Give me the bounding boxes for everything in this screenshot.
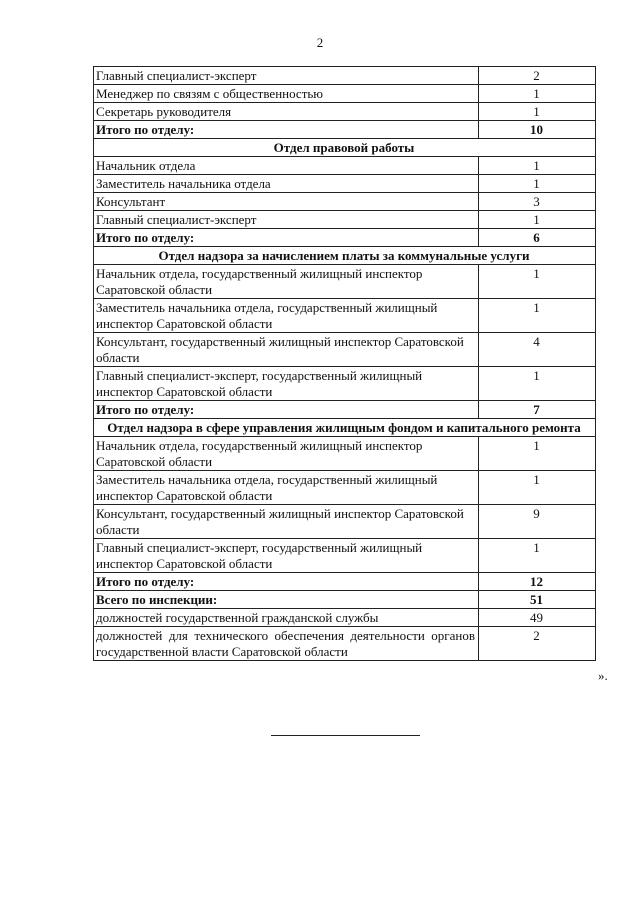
department-total-row (94, 229, 596, 247)
position-title: Начальник отдела (94, 157, 479, 175)
position-row (94, 627, 596, 661)
position-title: Заместитель начальника отдела (94, 175, 479, 193)
position-row (94, 505, 596, 539)
position-title: Заместитель начальника отдела, государственный жилищный инспектор Саратовской области (94, 299, 479, 333)
department-header-row (94, 139, 596, 157)
department-total-row (94, 573, 596, 591)
staffing-table (93, 66, 596, 661)
position-row (94, 471, 596, 505)
total-label: Итого по отделу: (94, 229, 479, 247)
closing-quote: ». (598, 668, 608, 683)
position-title: Главный специалист-эксперт, государственный жилищный инспектор Саратовской области (94, 367, 479, 401)
total-label: Всего по инспекции: (94, 591, 479, 609)
position-count: 1 (479, 175, 596, 193)
position-row (94, 299, 596, 333)
position-count: 1 (479, 157, 596, 175)
total-label: Итого по отделу: (94, 121, 479, 139)
grand-total-row (94, 591, 596, 609)
total-count: 12 (479, 573, 596, 591)
total-count: 6 (479, 229, 596, 247)
position-title: Главный специалист-эксперт (94, 67, 479, 85)
position-count: 1 (479, 299, 596, 333)
department-name: Отдел надзора за начислением платы за коммунальные услуги (94, 247, 596, 265)
position-row (94, 437, 596, 471)
position-title: Менеджер по связям с общественностью (94, 85, 479, 103)
position-count: 1 (479, 539, 596, 573)
position-row (94, 175, 596, 193)
page-number: 2 (316, 35, 324, 50)
position-count: 9 (479, 505, 596, 539)
department-name: Отдел надзора в сфере управления жилищным фондом и капитального ремонта (94, 419, 596, 437)
total-label: Итого по отделу: (94, 401, 479, 419)
position-title: Консультант (94, 193, 479, 211)
position-row (94, 193, 596, 211)
position-title: Заместитель начальника отдела, государственный жилищный инспектор Саратовской области (94, 471, 479, 505)
position-row (94, 367, 596, 401)
position-count: 1 (479, 85, 596, 103)
total-label: Итого по отделу: (94, 573, 479, 591)
position-count: 4 (479, 333, 596, 367)
position-title: Начальник отдела, государственный жилищный инспектор Саратовской области (94, 265, 479, 299)
total-count: 51 (479, 591, 596, 609)
position-title: должностей для технического обеспечения деятельности органов государственной власти Саратовской области (94, 627, 479, 661)
position-count: 1 (479, 437, 596, 471)
position-row (94, 67, 596, 85)
position-title: Консультант, государственный жилищный инспектор Саратовской области (94, 333, 479, 367)
position-row (94, 103, 596, 121)
position-title: Главный специалист-эксперт, государственный жилищный инспектор Саратовской области (94, 539, 479, 573)
position-count: 49 (479, 609, 596, 627)
position-title: Главный специалист-эксперт (94, 211, 479, 229)
position-count: 1 (479, 265, 596, 299)
end-divider-line (271, 735, 420, 736)
position-count: 1 (479, 367, 596, 401)
department-header-row (94, 247, 596, 265)
position-count: 1 (479, 211, 596, 229)
department-header-row (94, 419, 596, 437)
position-row (94, 157, 596, 175)
position-row (94, 85, 596, 103)
staffing-table-body (94, 67, 596, 661)
position-row (94, 265, 596, 299)
position-title: должностей государственной гражданской службы (94, 609, 479, 627)
position-row (94, 609, 596, 627)
position-count: 3 (479, 193, 596, 211)
position-count: 2 (479, 627, 596, 661)
department-total-row (94, 121, 596, 139)
position-row (94, 333, 596, 367)
position-count: 1 (479, 471, 596, 505)
position-title: Начальник отдела, государственный жилищный инспектор Саратовской области (94, 437, 479, 471)
position-count: 2 (479, 67, 596, 85)
position-row (94, 211, 596, 229)
department-name: Отдел правовой работы (94, 139, 596, 157)
position-title: Консультант, государственный жилищный инспектор Саратовской области (94, 505, 479, 539)
position-row (94, 539, 596, 573)
position-count: 1 (479, 103, 596, 121)
department-total-row (94, 401, 596, 419)
position-title: Секретарь руководителя (94, 103, 479, 121)
total-count: 7 (479, 401, 596, 419)
total-count: 10 (479, 121, 596, 139)
